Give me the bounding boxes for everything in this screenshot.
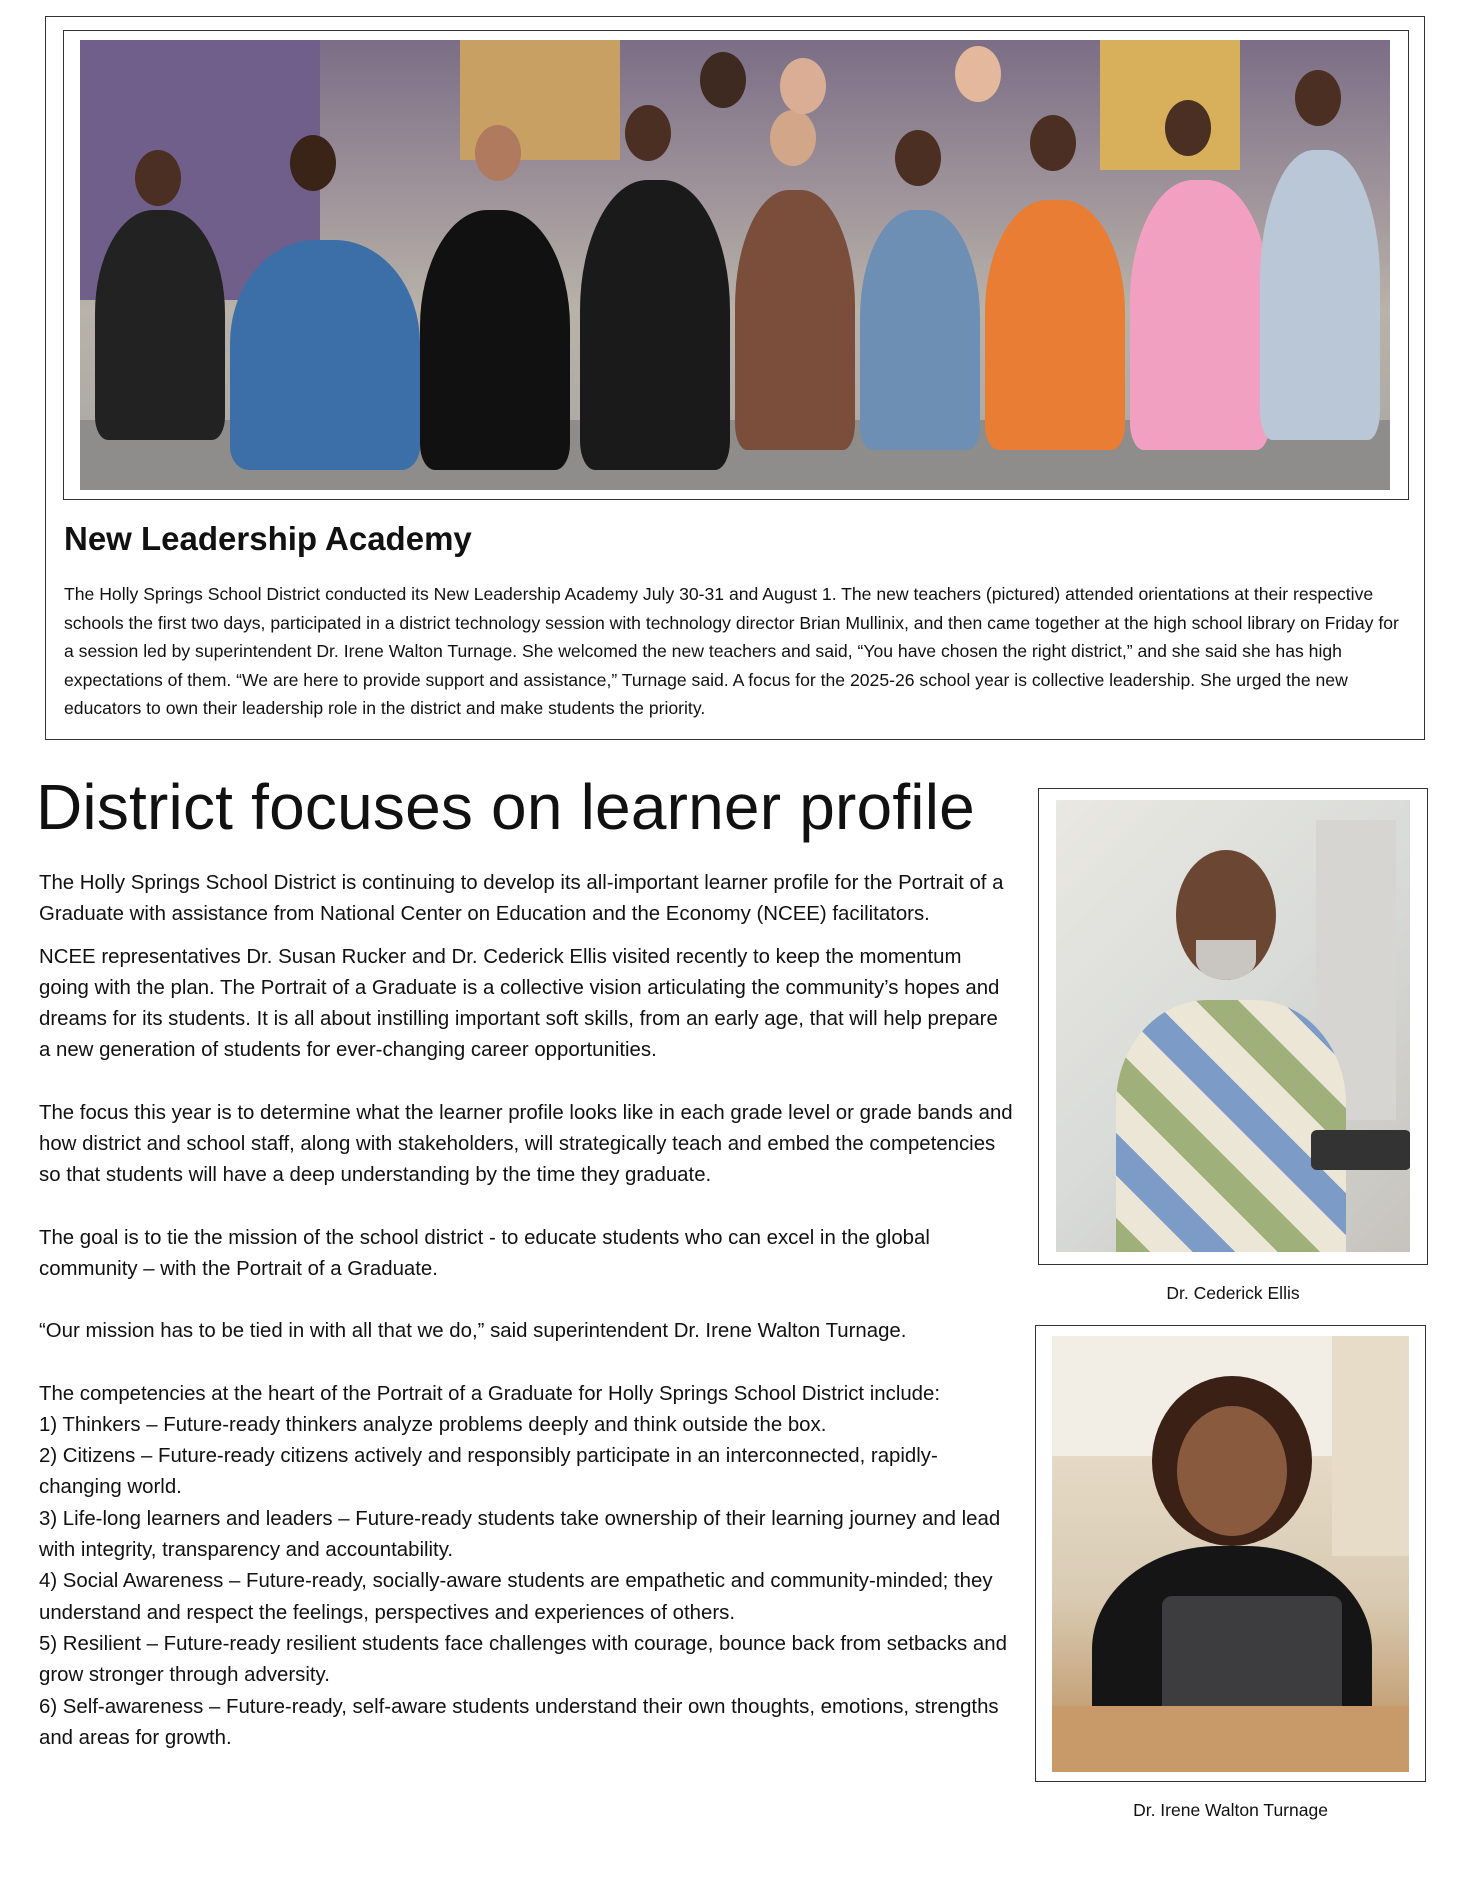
article-paragraph-4: The goal is to tie the mission of the school district - to educate students who can excel in the global community – with the Portrait of a Graduate. bbox=[39, 1226, 930, 1280]
feature-body: The Holly Springs School District conducted its New Leadership Academy July 30-31 and August 1. The new teachers (pictured) attended orientations at their respective schools the first two days, participated in a district technology session with technology director Brian Mullinix, and then came together at the high school library on Friday for a session led by superintendent Dr. Irene Walton Turnage. She welcomed the new teachers and said, “You have chosen the right district,” and she said she has high expectations of them. “We are here to provide support and assistance,” Turnage said. A focus for the 2025-26 school year is collective leadership. She urged the new educators to own their leadership role in the district and make students the priority. bbox=[64, 584, 1399, 718]
article-paragraph-2: NCEE representatives Dr. Susan Rucker and Dr. Cederick Ellis visited recently to keep the momentum going with the plan. The Portrait of a Graduate is a collective vision articulating the community’s hopes and dreams for its students. It is all about instilling important soft skills, from an early age, that will help prepare a new generation of students for ever-changing career opportunities. bbox=[39, 945, 1000, 1062]
article-title: District focuses on learner profile bbox=[36, 771, 975, 843]
competency-item: 1) Thinkers – Future-ready thinkers analyze problems deeply and think outside the box. bbox=[39, 1413, 827, 1436]
article-paragraph-5: “Our mission has to be tied in with all that we do,” said superintendent Dr. Irene Walton Turnage. bbox=[39, 1320, 907, 1343]
competency-item: 6) Self-awareness – Future-ready, self-aware students understand their own thoughts, emotions, strengths and areas for growth. bbox=[39, 1695, 999, 1749]
competency-item: 3) Life-long learners and leaders – Future-ready students take ownership of their learning journey and lead with integrity, transparency and accountability. bbox=[39, 1507, 1001, 1562]
competencies-intro: The competencies at the heart of the Portrait of a Graduate for Holly Springs School District include: bbox=[39, 1382, 941, 1405]
turnage-photo bbox=[1052, 1336, 1409, 1772]
competency-item: 2) Citizens – Future-ready citizens actively and responsibly participate in an interconnected, rapidly-changing world. bbox=[39, 1445, 938, 1499]
ellis-caption: Dr. Cederick Ellis bbox=[1166, 1283, 1300, 1303]
turnage-caption: Dr. Irene Walton Turnage bbox=[1133, 1800, 1328, 1820]
feature-title: New Leadership Academy bbox=[64, 520, 472, 557]
article-paragraph-3: The focus this year is to determine what the learner profile looks like in each grade level or grade bands and how district and school staff, along with stakeholders, will strategically teach and embed the competencies so that students will have a deep understanding by the time they graduate. bbox=[39, 1101, 1013, 1187]
article-body bbox=[39, 868, 1014, 1754]
ellis-photo bbox=[1056, 800, 1410, 1252]
competency-item: 5) Resilient – Future-ready resilient students face challenges with courage, bounce back from setbacks and grow stronger through adversity. bbox=[39, 1632, 1007, 1687]
competency-item: 4) Social Awareness – Future-ready, socially-aware students are empathetic and community-minded; they understand and respect the feelings, perspectives and experiences of others. bbox=[39, 1570, 993, 1624]
article-paragraph-1: The Holly Springs School District is continuing to develop its all-important learner profile for the Portrait of a Graduate with assistance from National Center on Education and the Economy (NCEE) facilitators. bbox=[39, 872, 1004, 926]
group-photo bbox=[80, 40, 1390, 490]
